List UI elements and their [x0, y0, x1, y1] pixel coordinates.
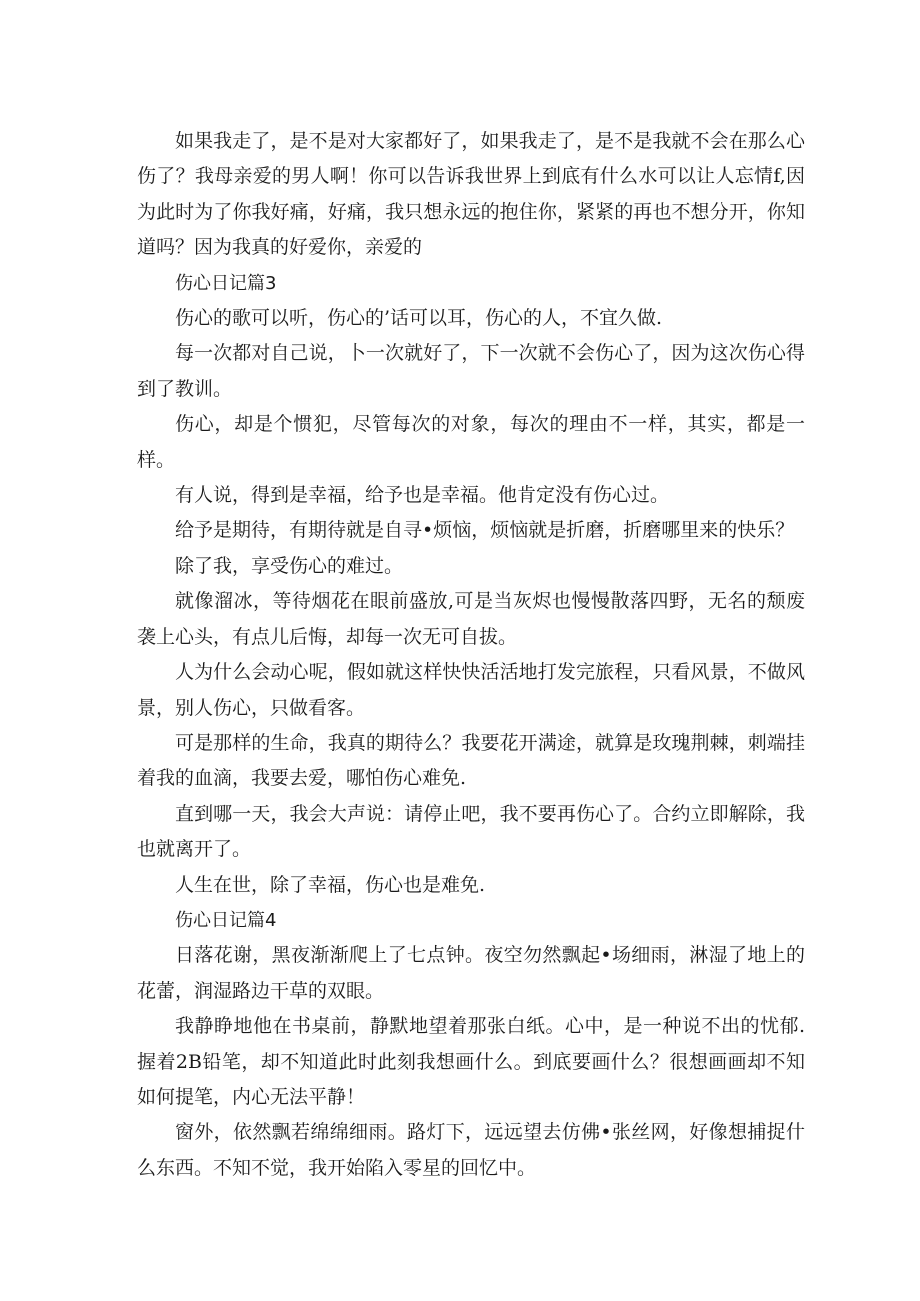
paragraph: 人为什么会动心呢，假如就这样快快活活地打发完旅程，只看风景，不做风景，别人伤心，只做看客。: [137, 661, 805, 719]
paragraph: 有人说，得到是幸福，给予也是幸福。他肯定没有伤心过。: [175, 484, 670, 507]
paragraph: 每一次都对自己说，卜一次就好了，下一次就不会伤心了，因为这次伤心得到了教训。: [137, 342, 805, 400]
paragraph: 给予是期待，有期待就是自寻•烦恼，烦恼就是折磨，折磨哪里来的快乐？: [175, 519, 795, 542]
paragraph: 如果我走了，是不是对大家都好了，如果我走了，是不是我就不会在那么心伤了？我母亲爱的男人啊！你可以告诉我世界上到底有什么水可以让人忘情f,因为此时为了你我好痛，好痛，我只想永远的抱住你，紧紧的再也不想分开，你知道吗？因为我真的好爱你，亲爱的: [137, 130, 805, 259]
paragraph: 窗外，依然飘若绵绵细雨。路灯下，远远望去仿佛•张丝网，好像想捕捉什么东西。不知不觉，我开始陷入零星的回忆中。: [137, 1121, 805, 1179]
paragraph: 直到哪一天，我会大声说：请停止吧，我不要再伤心了。合约立即解除，我也就离开了。: [137, 802, 805, 861]
document-body: [137, 124, 805, 1186]
section-heading: 伤心日记篇4: [175, 909, 277, 931]
paragraph: 伤心，却是个惯犯，尽管每次的对象，每次的理由不一样，其实，都是一样。: [137, 413, 805, 471]
paragraph: 伤心的歌可以听，伤心的’话可以耳，伤心的人，不宜久做.: [175, 307, 663, 330]
paragraph: 人生在世，除了幸福，伤心也是难免.: [175, 873, 486, 896]
paragraph: 就像溜冰，等待烟花在眼前盛放,可是当灰烬也慢慢散落四野，无名的颓废袭上心头，有点儿后悔，却每一次无可自拔。: [137, 590, 805, 648]
paragraph: 我静睁地他在书桌前，静默地望着那张白纸。心中，是一种说不出的忧郁.握着2B铅笔，却不知道此时此刻我想画什么。到底要画什么？很想画画却不知如何提笔，内心无法平静！: [137, 1015, 805, 1108]
paragraph: 日落花谢，黑夜渐渐爬上了七点钟。夜空勿然飘起•场细雨，淋湿了地上的花蕾，润湿路边干草的双眼。: [137, 944, 805, 1002]
paragraph: 除了我，享受伤心的难过。: [175, 554, 404, 577]
paragraph: 可是那样的生命，我真的期待么？我要花开满途，就算是玫瑰荆棘，刺端挂着我的血滴，我要去爱，哪怕伤心难免.: [137, 731, 805, 790]
section-heading: 伤心日记篇3: [175, 272, 277, 294]
